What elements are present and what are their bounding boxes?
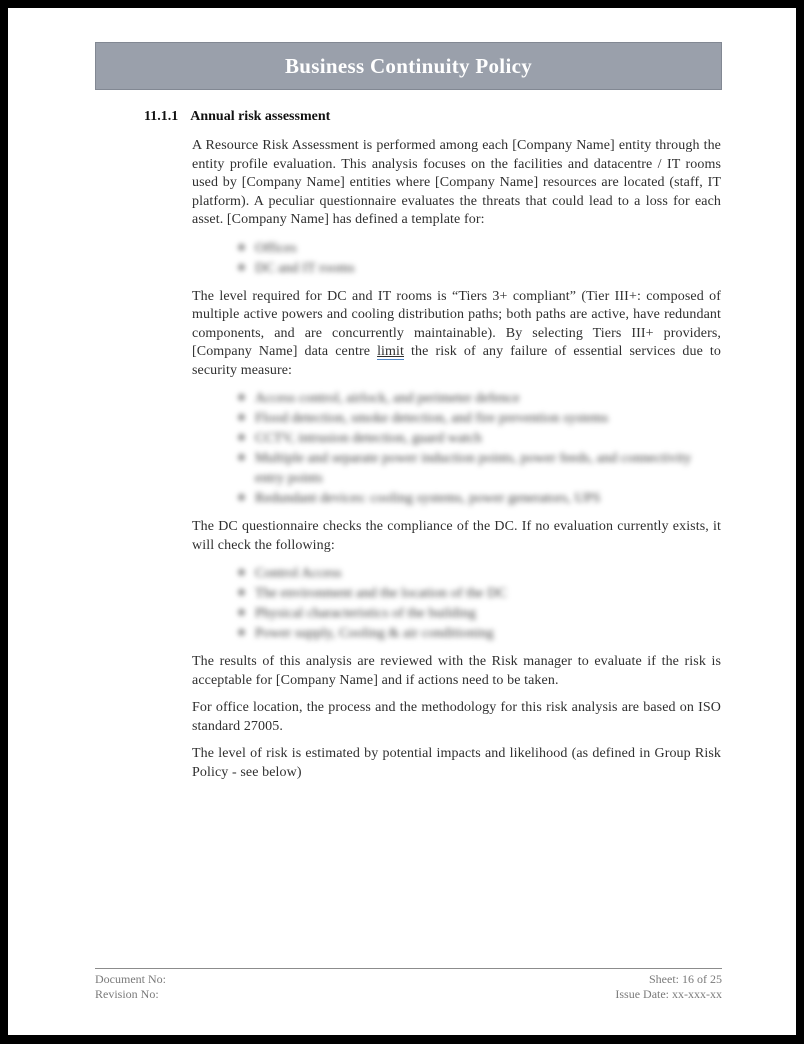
list-item-text: Flood detection, smoke detection, and fire prevention systems <box>255 411 609 426</box>
paragraph-text: the risk of any failure of essential services due to security measure: <box>192 344 722 378</box>
paragraph-resource-risk-assessment: A Resource Risk Assessment is performed among each [Company Name] entity through the entity profile evaluation. This analysis focuses on the facilities and datacentre / IT rooms used by [Company Name] entities where [Company Name] resources are located (staff, IT platform). A peculiar questionnaire evaluates the threats that could lead to a loss for each asset. [Company Name] has defined a template for: <box>192 138 721 227</box>
title-banner <box>95 42 722 90</box>
list-item <box>192 389 721 409</box>
bullet-icon: ❖ <box>237 608 247 619</box>
bullet-icon: ❖ <box>237 262 247 274</box>
bullet-icon: ❖ <box>237 568 247 579</box>
bullet-icon: ❖ <box>237 393 247 404</box>
list-item <box>192 584 721 604</box>
list-item <box>192 489 721 509</box>
document-body <box>192 137 721 791</box>
section-title: Annual risk assessment <box>190 109 331 124</box>
list-item-text: Access control, airlock, and perimeter defence <box>255 391 520 406</box>
list-item <box>192 624 721 644</box>
issue-date-label: Issue Date: xx-xxx-xx <box>615 987 722 1001</box>
paragraph-text: The level required for DC and IT rooms is “Tiers 3+ compliant” (Tier III+: composed of multiple active powers and cooling distribution paths; both paths are active, have redundant components, and are concurrently maintainable). By selecting Tiers III+ providers, [Company Name] data centre <box>192 288 721 359</box>
bullet-icon: ❖ <box>237 413 247 424</box>
list-item-text: Redundant devices: cooling systems, power generators, UPS <box>255 491 601 506</box>
bulleted-list-dc-checks <box>192 564 721 644</box>
list-item <box>192 449 721 489</box>
list-item-text: Power supply, Cooling & air conditioning <box>255 626 494 641</box>
footer-left <box>95 972 166 1002</box>
list-item <box>192 239 721 259</box>
bulleted-list-security-measures <box>192 389 721 509</box>
section-number: 11.1.1 <box>144 109 179 124</box>
list-item <box>192 564 721 584</box>
list-item-text: Control Access <box>255 566 342 581</box>
list-item-text: Multiple and separate power induction points, power feeds, and connectivity entry points <box>255 451 692 486</box>
paragraph-analysis-results: The results of this analysis are reviewed with the Risk manager to evaluate if the risk is acceptable for [Company Name] and if actions need to be taken. <box>192 654 721 688</box>
list-item-text: Offices <box>255 240 297 256</box>
bullet-icon: ❖ <box>237 588 247 599</box>
page-footer <box>95 968 722 1002</box>
document-page <box>8 8 796 1035</box>
section-heading <box>144 109 330 125</box>
list-item-text: Physical characteristics of the building <box>255 606 476 621</box>
list-item <box>192 604 721 624</box>
paragraph-level-of-risk: The level of risk is estimated by potential impacts and likelihood (as defined in Group Risk Policy - see below) <box>192 746 721 780</box>
grammar-underlined-word: limit <box>377 344 405 359</box>
footer-right <box>615 972 722 1002</box>
bullet-icon: ❖ <box>237 242 247 254</box>
list-item-text: The environment and the location of the DC <box>255 586 507 601</box>
list-item-text: CCTV, intrusion detection, guard watch <box>255 431 482 446</box>
paragraph-dc-tier-level <box>192 288 721 381</box>
list-item <box>192 409 721 429</box>
document-title: Business Continuity Policy <box>284 53 532 78</box>
bullet-icon: ❖ <box>237 493 247 504</box>
bullet-icon: ❖ <box>237 433 247 444</box>
paragraph-office-location: For office location, the process and the methodology for this risk analysis are based on ISO standard 27005. <box>192 700 721 734</box>
bullet-icon: ❖ <box>237 628 247 639</box>
bulleted-list-template-for <box>192 239 721 279</box>
list-item <box>192 259 721 279</box>
sheet-label: Sheet: 16 of 25 <box>649 972 722 986</box>
bullet-icon: ❖ <box>237 453 247 464</box>
paragraph-dc-questionnaire: The DC questionnaire checks the compliance of the DC. If no evaluation currently exists, it will check the following: <box>192 519 721 553</box>
document-no-label: Document No: <box>95 972 166 986</box>
list-item <box>192 429 721 449</box>
revision-no-label: Revision No: <box>95 987 159 1001</box>
list-item-text: DC and IT rooms <box>255 260 355 276</box>
